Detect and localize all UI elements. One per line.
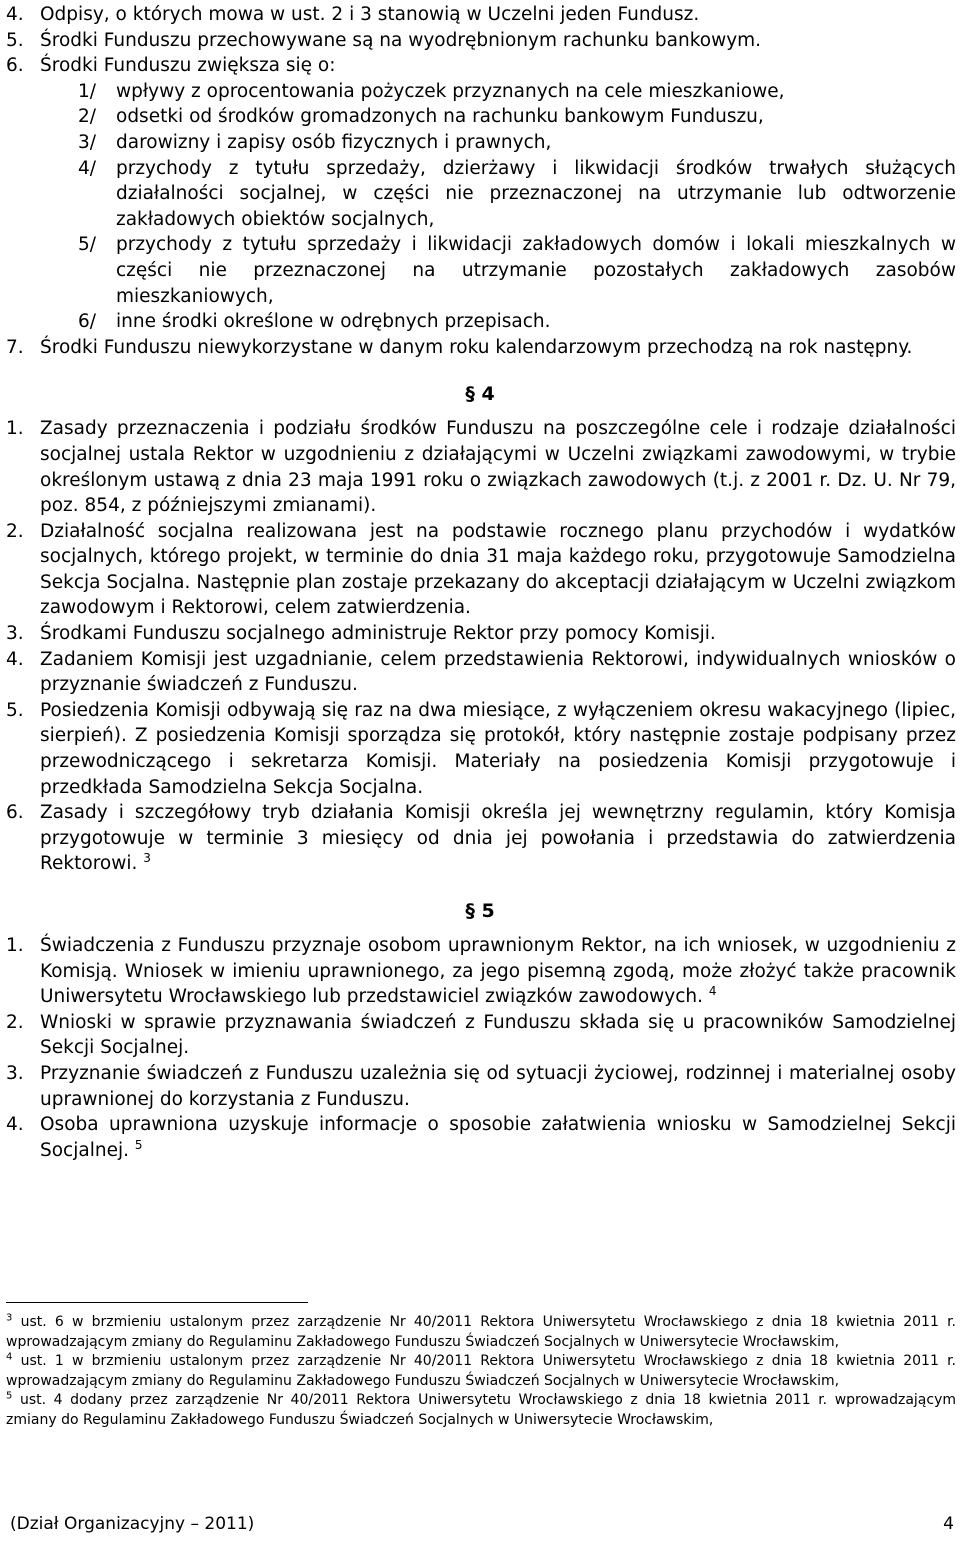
list-item (0, 1112, 960, 1163)
item-text: Środki Funduszu niewykorzystane w danym roku kalendarzowym przechodzą na rok następny. (40, 336, 913, 358)
sub-item (0, 309, 960, 335)
item-number: 2. (6, 520, 24, 542)
page-number: 4 (943, 1514, 954, 1534)
item-number: 3. (6, 1062, 24, 1084)
sub-item-text: odsetki od środków gromadzonych na rachunku bankowym Funduszu, (116, 106, 764, 128)
footnote-ref[interactable]: 5 (134, 1137, 143, 1152)
section-heading: § 4 (465, 383, 495, 406)
footnote (0, 1391, 960, 1430)
sub-item-text: darowizny i zapisy osób fizycznych i prawnych, (116, 131, 552, 153)
footnote-number: 3 (6, 1312, 13, 1324)
item-number: 2. (6, 1011, 24, 1033)
item-number: 6. (6, 55, 24, 77)
footnote-text: ust. 4 dodany przez zarządzenie Nr 40/2011 Rektora Uniwersytetu Wrocławskiego z dnia 18 kwietnia 2011 r. wprowadzającym zmiany do Regulaminu Zakładowego Funduszu Świadczeń Socjalnych w Uniwersytecie Wrocławskim, (6, 1392, 957, 1428)
sub-item-text: inne środki określone w odrębnych przepisach. (116, 311, 551, 333)
item-number: 1. (6, 935, 24, 956)
page-footer (10, 1514, 954, 1534)
sub-item-number: 5/ (78, 234, 97, 256)
sub-item-number: 1/ (78, 80, 97, 102)
list-item (0, 933, 960, 1010)
footnote (0, 1352, 960, 1391)
item-number: 7. (6, 336, 24, 358)
sub-item-number: 3/ (78, 131, 97, 153)
list-item (0, 621, 960, 647)
item-text: Przyznanie świadczeń z Funduszu uzależnia się od sytuacji życiowej, rodzinnej i materialnej osoby uprawnionej do korzystania z Funduszu. (40, 1062, 956, 1110)
sub-item-text: wpływy z oprocentowania pożyczek przyznanych na cele mieszkaniowe, (116, 80, 785, 102)
item-number: 4. (6, 648, 24, 670)
sub-item (0, 104, 960, 130)
footnote-number: 5 (6, 1390, 13, 1402)
item-text: Wnioski w sprawie przyznawania świadczeń z Funduszu składa się u pracowników Samodzielnej Sekcji Socjalnej. (40, 1011, 956, 1059)
footnote-separator (6, 1302, 308, 1303)
item-text: Środki Funduszu przechowywane są na wyodrębnionym rachunku bankowym. (40, 29, 762, 51)
footnote-text: ust. 1 w brzmieniu ustalonym przez zarządzenie Nr 40/2011 Rektora Uniwersytetu Wrocławskiego z dnia 18 kwietnia 2011 r. wprowadzającym zmiany do Regulaminu Zakładowego Funduszu Świadczeń Socjalnych w Uniwersytecie Wrocławskim, (6, 1353, 956, 1389)
item-text: Środki Funduszu zwiększa się o: (40, 55, 336, 77)
footnote-text: ust. 6 w brzmieniu ustalonym przez zarządzenie Nr 40/2011 Rektora Uniwersytetu Wrocławskiego z dnia 18 kwietnia 2011 r. wprowadzającym zmiany do Regulaminu Zakładowego Funduszu Świadczeń Socjalnych w Uniwersytecie Wrocławskim, (6, 1314, 956, 1350)
item-text: Posiedzenia Komisji odbywają się raz na dwa miesiące, z wyłączeniem okresu wakacyjnego (lipiec, sierpień). Z posiedzenia Komisji sporządza się protokół, który następnie zostaje podpisany przez przewodniczącego i sekretarza Komisji. Materiały na posiedzenia Komisji przygotowuje i przedkłada Samodzielna Sekcja Socjalna. (40, 699, 956, 798)
list-item (0, 335, 960, 361)
sub-item-text: przychody z tytułu sprzedaży i likwidacji zakładowych domów i lokali mieszkalnych w części nie przeznaczonej na utrzymanie pozostałych zakładowych zasobów mieszkaniowych, (116, 234, 956, 307)
item-text-with-ref (40, 933, 960, 1010)
list-item (0, 53, 960, 79)
sub-item (0, 130, 960, 156)
footnote-ref[interactable]: 4 (708, 984, 717, 999)
item-number: 6. (6, 802, 24, 824)
section-heading: § 5 (465, 900, 495, 922)
item-text-with-ref (40, 800, 960, 877)
list-item (0, 647, 960, 698)
sub-item-number: 2/ (78, 106, 97, 128)
item-number: 5. (6, 699, 24, 721)
item-text-with-ref (40, 1112, 960, 1163)
list-item (0, 800, 960, 877)
sub-item-number: 4/ (78, 157, 97, 179)
footer-department: (Dział Organizacyjny – 2011) (10, 1514, 255, 1534)
item-number: 3. (6, 623, 24, 645)
list-item (0, 519, 960, 621)
item-number: 4. (6, 4, 24, 25)
item-text: Zadaniem Komisji jest uzgadnianie, celem przedstawienia Rektorowi, indywidualnych wniosków o przyznanie świadczeń z Funduszu. (40, 648, 956, 696)
item-text: Odpisy, o których mowa w ust. 2 i 3 stanowią w Uczelni jeden Fundusz. (40, 4, 700, 25)
item-text: Działalność socjalna realizowana jest na podstawie rocznego planu przychodów i wydatków socjalnych, którego projekt, w terminie do dnia 31 maja każdego roku, przygotowuje Samodzielna Sekcja Socjalna. Następnie plan zostaje przekazany do akceptacji działającym w Uczelni związkom zawodowym i Rektorowi, celem zatwierdzenia. (40, 520, 956, 619)
sub-item (0, 156, 960, 233)
sub-item-text: przychody z tytułu sprzedaży, dzierżawy i likwidacji środków trwałych służących działalności socjalnej, w części nie przeznaczonej na utrzymanie lub odtworzenie zakładowych obiektów socjalnych, (116, 157, 956, 230)
list-item (0, 1010, 960, 1061)
list-item (0, 698, 960, 800)
sub-item-number: 6/ (78, 311, 97, 333)
sub-item (0, 79, 960, 105)
footnotes (0, 1302, 960, 1430)
list-item (0, 416, 960, 518)
footnote (0, 1313, 960, 1352)
item-number: 1. (6, 418, 24, 440)
item-number: 4. (6, 1114, 24, 1136)
list-item (0, 2, 960, 28)
item-text: Osoba uprawniona uzyskuje informacje o sposobie załatwienia wniosku w Samodzielnej Sekcji Socjalnej. (40, 1114, 956, 1161)
item-text: Środkami Funduszu socjalnego administruje Rektor przy pomocy Komisji. (40, 623, 716, 645)
sub-item (0, 232, 960, 309)
footnote-ref[interactable]: 3 (143, 851, 151, 866)
list-item (0, 1061, 960, 1112)
item-text: Zasady i szczegółowy tryb działania Komisji określa jej wewnętrzny regulamin, który Komisja przygotowuje w terminie 3 miesięcy od dnia jej powołania i przedstawia do zatwierdzenia Rektorowi. (40, 802, 956, 875)
item-text: Zasady przeznaczenia i podziału środków Funduszu na poszczególne cele i rodzaje działalności socjalnej ustala Rektor w uzgodnieniu z działającymi w Uczelni związkami zawodowymi, w trybie określonym ustawą z dnia 23 maja 1991 roku o związkach zawodowych (t.j. z 2001 r. Dz. U. Nr 79, poz. 854, z późniejszymi zmianami). (40, 418, 956, 517)
item-number: 5. (6, 29, 24, 51)
footnote-number: 4 (6, 1351, 13, 1363)
list-item (0, 28, 960, 54)
item-text: Świadczenia z Funduszu przyznaje osobom uprawnionym Rektor, na ich wniosek, w uzgodnieniu z Komisją. Wniosek w imieniu uprawnionego, za jego pisemną zgodą, może złożyć także pracownik Uniwersytetu Wrocławskiego lub przedstawiciel związków zawodowych. (40, 935, 956, 1008)
